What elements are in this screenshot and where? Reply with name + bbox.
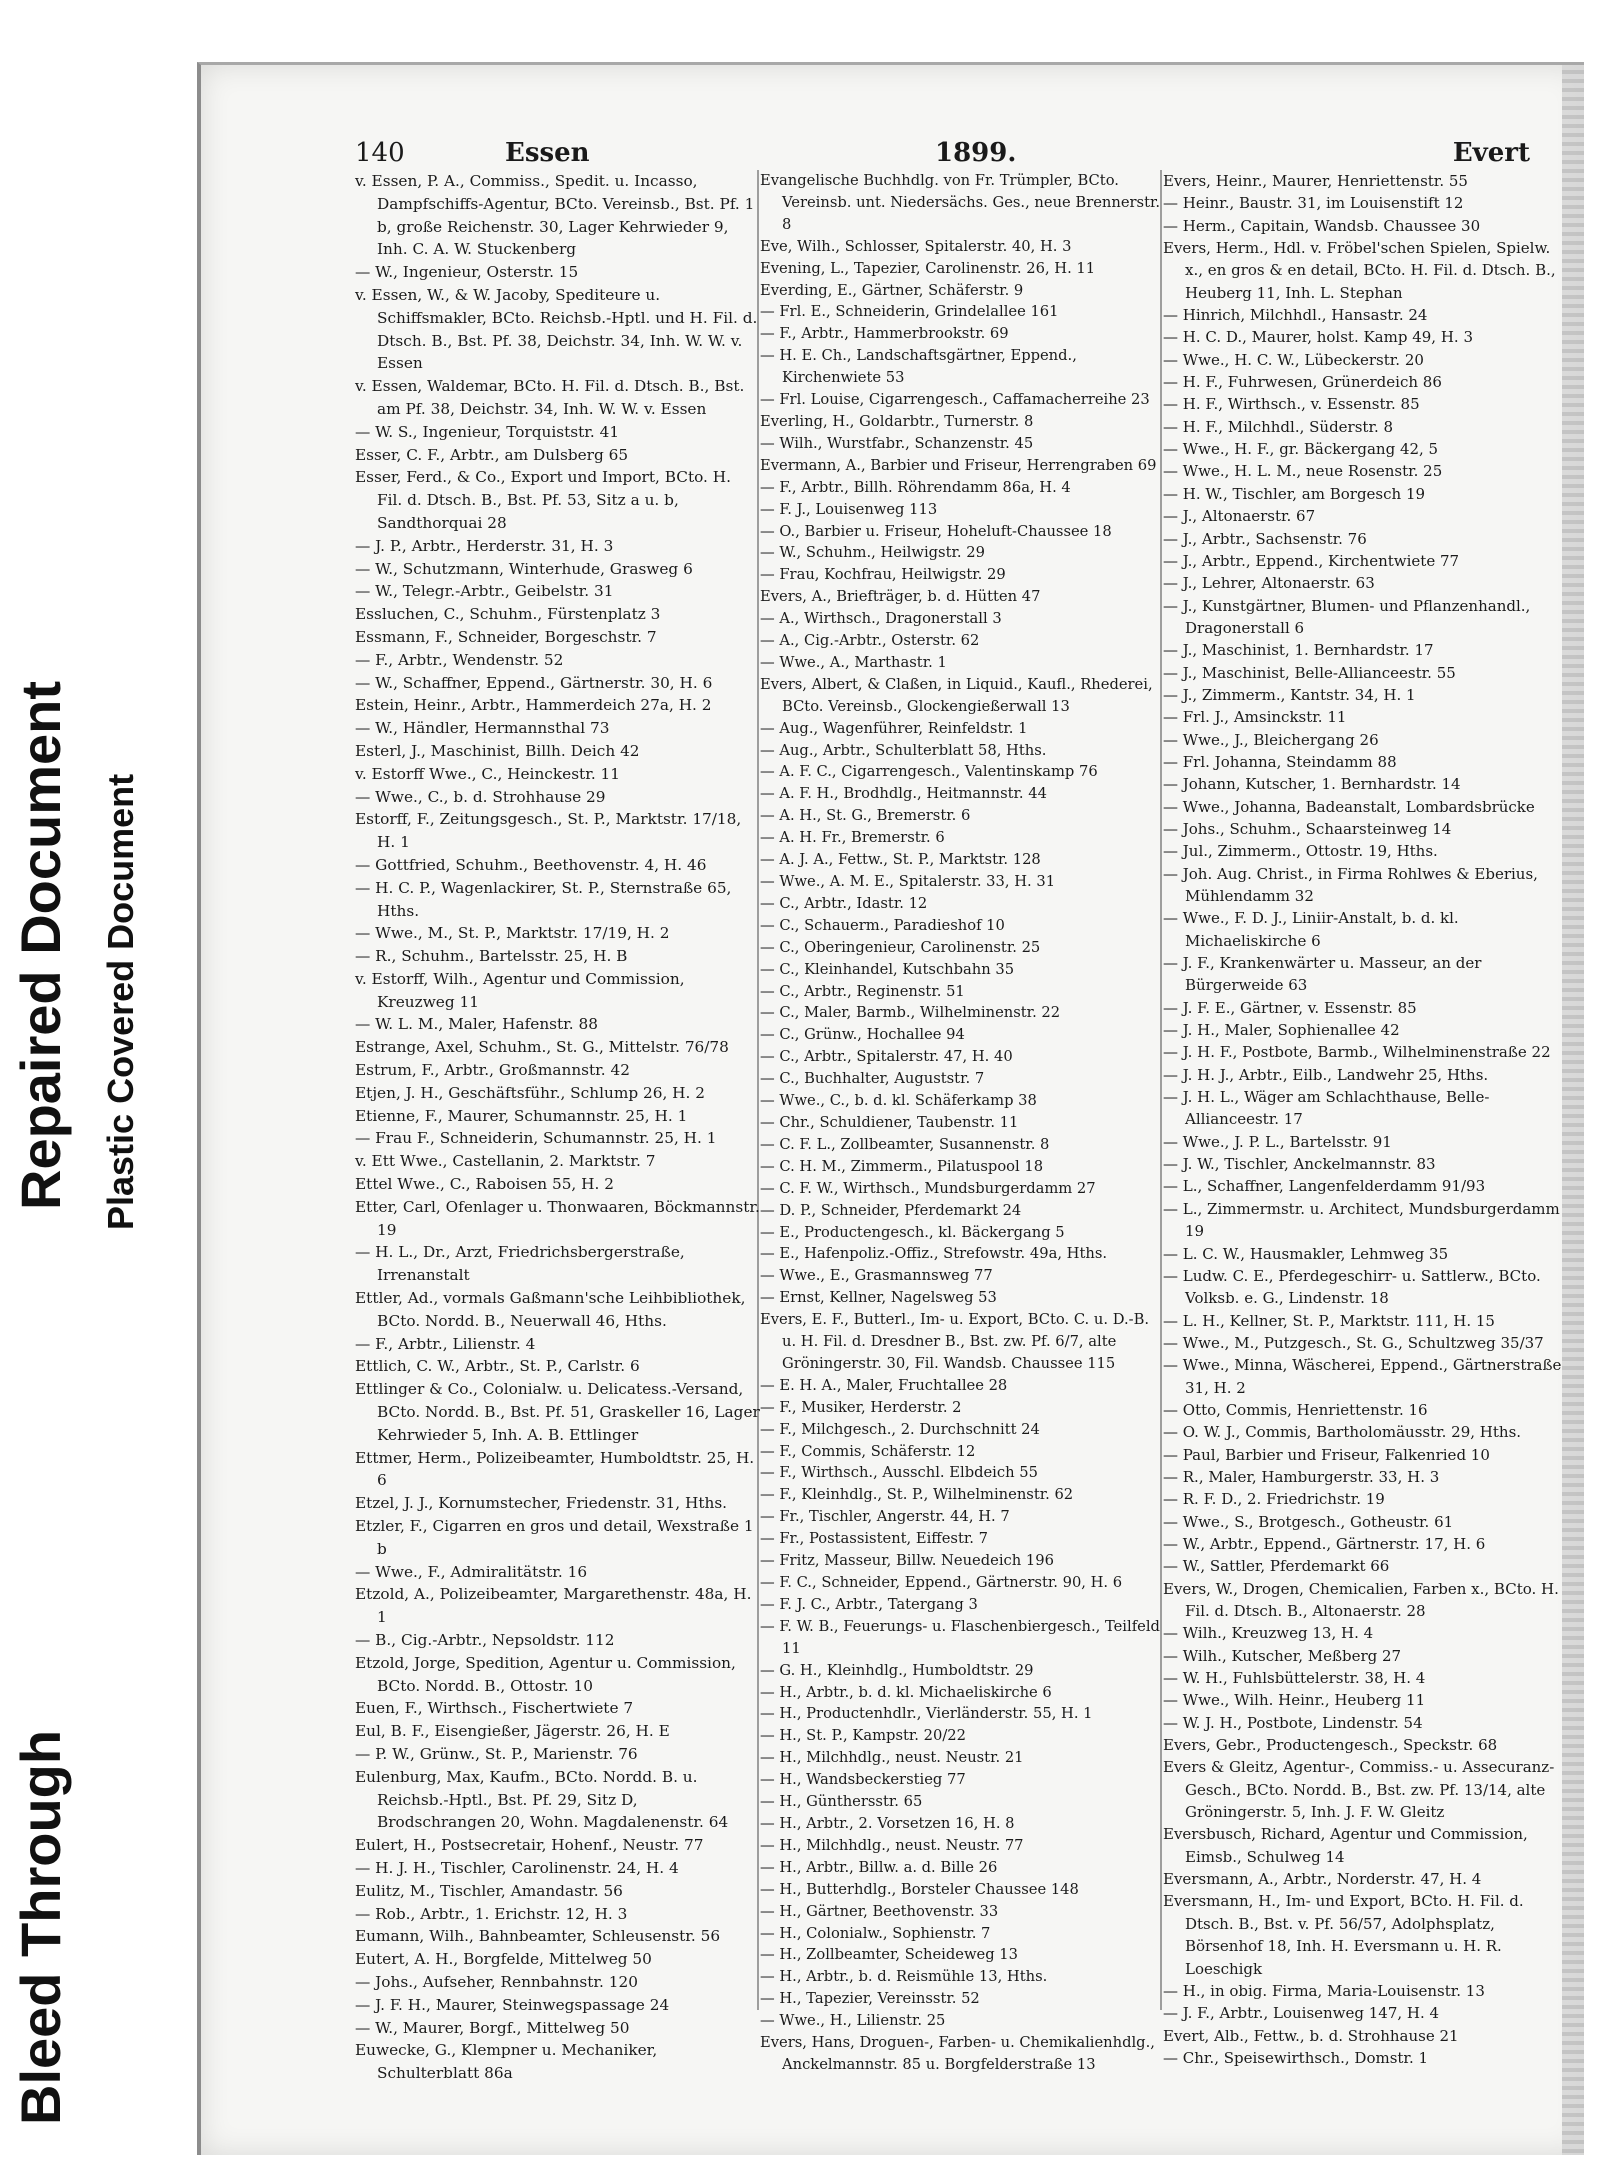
directory-entry: Estrange, Axel, Schuhm., St. G., Mittelstr. 76/78 — [355, 1038, 729, 1057]
directory-entry: — L., Zimmermstr. u. Architect, Mundsburgerdamm 19 — [1163, 1199, 1560, 1241]
directory-entry: Eutert, A. H., Borgfelde, Mittelweg 50 — [355, 1950, 652, 1969]
directory-entry: — J., Lehrer, Altonaerstr. 63 — [1163, 574, 1375, 593]
directory-entry: — H., in obig. Firma, Maria-Louisenstr. 13 — [1163, 1981, 1485, 2000]
directory-entry: — Wwe., A. M. E., Spitalerstr. 33, H. 31 — [760, 873, 1056, 890]
directory-entry: Etzel, J. J., Kornumstecher, Friedenstr. 31, Hths. — [355, 1494, 728, 1513]
plastic-covered-label: Plastic Covered Document — [100, 773, 141, 1230]
directory-entry: — C., Arbtr., Idastr. 12 — [760, 894, 928, 912]
directory-entry: — W., Maurer, Borgf., Mittelweg 50 — [355, 2018, 630, 2037]
directory-entry: — W., Arbtr., Eppend., Gärtnerstr. 17, H. 6 — [1163, 1534, 1486, 1553]
directory-entry: — W., Schaffner, Eppend., Gärtnerstr. 30, H. 6 — [355, 673, 713, 692]
directory-entry: — Gottfried, Schuhm., Beethovenstr. 4, H. 46 — [355, 855, 707, 874]
directory-entry: — Wwe., H., Lilienstr. 25 — [760, 2012, 946, 2030]
directory-entry: Evers, Gebr., Productengesch., Speckstr. 68 — [1163, 1736, 1498, 1755]
directory-entry: — F., Musiker, Herderstr. 2 — [760, 1398, 962, 1416]
directory-entry: Essmann, F., Schneider, Borgeschstr. 7 — [355, 627, 657, 646]
document-labels-strip — [0, 0, 190, 2177]
directory-entry: — F., Arbtr., Hammerbrookstr. 69 — [760, 325, 1009, 343]
directory-entry: — J. F., Krankenwärter u. Masseur, an der Bürgerweide 63 — [1163, 954, 1482, 995]
directory-entry: — H., Milchhdlg., neust. Neustr. 77 — [760, 1836, 1024, 1854]
directory-entry: v. Estorff Wwe., C., Heinckestr. 11 — [355, 764, 621, 783]
directory-entry: — C., Oberingenieur, Carolinenstr. 25 — [760, 938, 1041, 956]
directory-entry: — F., Milchgesch., 2. Durchschnitt 24 — [760, 1420, 1040, 1438]
directory-entry: Essluchen, C., Schuhm., Fürstenplatz 3 — [355, 605, 661, 624]
directory-entry: — A., Wirthsch., Dragonerstall 3 — [760, 610, 1002, 628]
directory-entry: — H. C. P., Wagenlackirer, St. P., Sternstraße 65, Hths. — [355, 878, 732, 920]
directory-entry: — W. L. M., Maler, Hafenstr. 88 — [355, 1015, 598, 1034]
directory-entry: — J., Maschinist, Belle-Allianceestr. 55 — [1163, 663, 1456, 682]
directory-entry: — Ernst, Kellner, Nagelsweg 53 — [760, 1289, 997, 1307]
directory-entry: — H. J. H., Tischler, Carolinenstr. 24, H. 4 — [355, 1858, 679, 1877]
directory-entry: v. Essen, Waldemar, BCto. H. Fil. d. Dtsch. B., Bst. am Pf. 38, Deichstr. 34, Inh. W. W. v. Essen — [355, 377, 745, 418]
directory-entry: — W. S., Ingenieur, Torquiststr. 41 — [355, 422, 620, 441]
directory-entry: — J., Maschinist, 1. Bernhardstr. 17 — [1163, 641, 1434, 660]
directory-entry: — Wwe., A., Marthastr. 1 — [760, 653, 947, 671]
directory-entry: Eul, B. F., Eisengießer, Jägerstr. 26, H. E — [355, 1722, 670, 1741]
directory-entry: Ettel Wwe., C., Raboisen 55, H. 2 — [355, 1175, 614, 1194]
directory-entry: Evers, Herm., Hdl. v. Fröbel'schen Spielen, Spielw. x., en gros & en detail, BCto. H. Fil. d. Dtsch. B., Heuberg 11, Inh. L. Stephan — [1163, 239, 1556, 302]
directory-entry: Eumann, Wilh., Bahnbeamter, Schleusenstr. 56 — [355, 1927, 721, 1946]
directory-entry: — C., Grünw., Hochallee 94 — [760, 1026, 965, 1044]
directory-entry: — Jul., Zimmerm., Ottostr. 19, Hths. — [1163, 842, 1438, 861]
directory-entry: Evers, E. F., Butterl., Im- u. Export, BCto. C. u. D.-B. u. H. Fil. d. Dresdner B., Bst. zw. Pf. 6/7, alte Gröningerstr. 30, Fil. Wandsb. Chaussee 115 — [760, 1311, 1150, 1372]
directory-entry: — Heinr., Baustr. 31, im Louisenstift 12 — [1163, 194, 1464, 213]
repaired-document-label: Repaired Document — [9, 681, 72, 1210]
header-year: 1899. — [935, 138, 1017, 168]
directory-entry: v. Essen, P. A., Commiss., Spedit. u. Incasso, Dampfschiffs-Agentur, BCto. Vereinsb., Bst. Pf. 1 b, große Reichenstr. 30, Lager Kehrwieder 9, Inh. C. A. W. Stuckenberg — [355, 172, 755, 259]
directory-entry: — J. F. E., Gärtner, v. Essenstr. 85 — [1163, 998, 1417, 1017]
directory-entry: — F., Commis, Schäferstr. 12 — [760, 1442, 976, 1460]
directory-entry: — E. H. A., Maler, Fruchtallee 28 — [760, 1376, 1008, 1394]
directory-entry: — Frau F., Schneiderin, Schumannstr. 25, H. 1 — [355, 1129, 717, 1148]
directory-entry: — W. J. H., Postbote, Lindenstr. 54 — [1163, 1713, 1423, 1732]
directory-entry: — C., Arbtr., Reginenstr. 51 — [760, 982, 965, 1000]
directory-entry: Eve, Wilh., Schlosser, Spitalerstr. 40, H. 3 — [760, 237, 1072, 255]
directory-entry: — P. W., Grünw., St. P., Marienstr. 76 — [355, 1744, 638, 1763]
directory-entry: — Wwe., H. F., gr. Bäckergang 42, 5 — [1163, 440, 1439, 459]
directory-column-2 — [760, 170, 1165, 2076]
directory-entry: — W., Schuhm., Heilwigstr. 29 — [760, 544, 985, 562]
directory-entry: Ettlinger & Co., Colonialw. u. Delicatess.-Versand, BCto. Nordd. B., Bst. Pf. 51, Graskeller 16, Lager Kehrwieder 5, Inh. A. B. Ettlinger — [355, 1380, 760, 1444]
directory-entry: — Wwe., M., St. P., Marktstr. 17/19, H. 2 — [355, 924, 670, 943]
directory-entry: — A. H., St. G., Bremerstr. 6 — [760, 807, 971, 825]
directory-entry: — J., Kunstgärtner, Blumen- und Pflanzenhandl., Dragonerstall 6 — [1163, 596, 1531, 637]
directory-entry: — W., Händler, Hermannsthal 73 — [355, 719, 610, 738]
directory-entry: — L., Schaffner, Langenfelderdamm 91/93 — [1163, 1177, 1486, 1196]
directory-entry: Everding, E., Gärtner, Schäferstr. 9 — [760, 281, 1024, 299]
directory-entry: — Herm., Capitain, Wandsb. Chaussee 30 — [1163, 216, 1481, 235]
directory-entry: — Wwe., M., Putzgesch., St. G., Schultzweg 35/37 — [1163, 1333, 1544, 1352]
directory-entry: Etter, Carl, Ofenlager u. Thonwaaren, Böckmannstr. 19 — [355, 1197, 760, 1239]
directory-entry: — C., Buchhalter, Auguststr. 7 — [760, 1070, 985, 1088]
directory-entry: Eulitz, M., Tischler, Amandastr. 56 — [355, 1881, 623, 1900]
directory-entry: — H., Arbtr., b. d. kl. Michaeliskirche 6 — [760, 1683, 1052, 1701]
directory-entry: Esser, Ferd., & Co., Export und Import, BCto. H. Fil. d. Dtsch. B., Bst. Pf. 53, Sitz a u. b, Sandthorquai 28 — [355, 468, 731, 532]
directory-entry: Evers, Heinr., Maurer, Henriettenstr. 55 — [1163, 172, 1468, 190]
directory-entry: — H., Tapezier, Vereinsstr. 52 — [760, 1990, 980, 2008]
directory-entry: — H. W., Tischler, am Borgesch 19 — [1163, 484, 1426, 503]
directory-entry: — H., Colonialw., Sophienstr. 7 — [760, 1924, 991, 1942]
directory-entry: — H., Günthersstr. 65 — [760, 1793, 923, 1811]
directory-entry: — Wwe., E., Grasmannsweg 77 — [760, 1267, 993, 1285]
directory-entry: — C., Maler, Barmb., Wilhelminenstr. 22 — [760, 1004, 1061, 1022]
directory-entry: Euwecke, G., Klempner u. Mechaniker, Schulterblatt 86a — [355, 2041, 658, 2083]
directory-entry: — Aug., Wagenführer, Reinfeldstr. 1 — [760, 719, 1028, 737]
directory-entry: Eulert, H., Postsecretair, Hohenf., Neustr. 77 — [355, 1836, 704, 1855]
directory-entry: — H. L., Dr., Arzt, Friedrichsbergerstraße, Irrenanstalt — [355, 1243, 685, 1285]
directory-entry: — H., Arbtr., b. d. Reismühle 13, Hths. — [760, 1968, 1048, 1986]
directory-entry: — H., Butterhdlg., Borsteler Chaussee 148 — [760, 1880, 1079, 1898]
directory-entry: — J. H. F., Postbote, Barmb., Wilhelminenstraße 22 — [1163, 1043, 1551, 1062]
directory-entry: — R. F. D., 2. Friedrichstr. 19 — [1163, 1490, 1385, 1509]
directory-entry: Estrum, F., Arbtr., Großmannstr. 42 — [355, 1061, 630, 1080]
directory-entry: — Johs., Schuhm., Schaarsteinweg 14 — [1163, 819, 1452, 838]
bleed-through-label: Bleed Through — [9, 1729, 72, 2125]
directory-entry: — A. F. C., Cigarrengesch., Valentinskamp 76 — [760, 763, 1098, 781]
directory-entry: — D. P., Schneider, Pferdemarkt 24 — [760, 1201, 1022, 1219]
directory-entry: — Frl. Louise, Cigarrengesch., Caffamacherreihe 23 — [760, 391, 1150, 409]
directory-entry: Etzold, A., Polizeibeamter, Margarethenstr. 48a, H. 1 — [355, 1585, 752, 1627]
directory-entry: — Wwe., Minna, Wäscherei, Eppend., Gärtnerstraße 31, H. 2 — [1163, 1356, 1562, 1397]
directory-entry: — C. H. M., Zimmerm., Pilatuspool 18 — [760, 1157, 1044, 1175]
directory-entry: — Hinrich, Milchhdl., Hansastr. 24 — [1163, 306, 1428, 325]
directory-entry: — Frl. J., Amsinckstr. 11 — [1163, 708, 1347, 727]
directory-entry: — Wwe., C., b. d. Strohhause 29 — [355, 787, 606, 806]
directory-entry: — R., Schuhm., Bartelsstr. 25, H. B — [355, 947, 628, 966]
directory-entry: — C., Schauerm., Paradieshof 10 — [760, 916, 1005, 934]
directory-entry: — Fr., Postassistent, Eiffestr. 7 — [760, 1530, 988, 1548]
directory-entry: — H. F., Wirthsch., v. Essenstr. 85 — [1163, 395, 1420, 414]
directory-entry: Esser, C. F., Arbtr., am Dulsberg 65 — [355, 445, 629, 464]
directory-entry: — J. F. H., Maurer, Steinwegspassage 24 — [355, 1995, 670, 2014]
directory-entry: — E., Productengesch., kl. Bäckergang 5 — [760, 1223, 1065, 1241]
directory-entry: — H., Milchhdlg., neust. Neustr. 21 — [760, 1749, 1024, 1767]
directory-entry: Evers & Gleitz, Agentur-, Commiss.- u. Assecuranz-Gesch., BCto. Nordd. B., Bst. zw. Pf. 13/14, alte Gröningerstr. 5, Inh. J. F. W. Gleitz — [1163, 1758, 1555, 1822]
directory-entry: Euen, F., Wirthsch., Fischertwiete 7 — [355, 1699, 634, 1718]
directory-entry: — A., Cig.-Arbtr., Osterstr. 62 — [760, 632, 980, 650]
directory-entry: — Johann, Kutscher, 1. Bernhardstr. 14 — [1163, 775, 1461, 794]
directory-entry: v. Estorff, Wilh., Agentur und Commission, Kreuzweg 11 — [355, 969, 685, 1011]
directory-entry: — F., Kleinhdlg., St. P., Wilhelminenstr. 62 — [760, 1486, 1074, 1504]
directory-entry: Etienne, F., Maurer, Schumannstr. 25, H. 1 — [355, 1106, 688, 1125]
directory-entry: — H., Productenhdlr., Vierländerstr. 55, H. 1 — [760, 1705, 1093, 1723]
directory-entry: — Wilh., Kutscher, Meßberg 27 — [1163, 1646, 1402, 1665]
directory-entry: — W., Schutzmann, Winterhude, Grasweg 6 — [355, 559, 693, 578]
directory-entry: — F., Arbtr., Wendenstr. 52 — [355, 650, 564, 669]
directory-entry: — Frau, Kochfrau, Heilwigstr. 29 — [760, 566, 1006, 584]
directory-entry: — G. H., Kleinhdlg., Humboldtstr. 29 — [760, 1661, 1034, 1679]
directory-entry: Evers, Hans, Droguen-, Farben- u. Chemikalienhdlg., Anckelmannstr. 85 u. Borgfelderstraße 13 — [760, 2034, 1155, 2073]
directory-entry: — H., Arbtr., Billw. a. d. Bille 26 — [760, 1858, 998, 1876]
directory-entry: — Rob., Arbtr., 1. Erichstr. 12, H. 3 — [355, 1904, 628, 1923]
directory-entry: Everling, H., Goldarbtr., Turnerstr. 8 — [760, 412, 1034, 430]
directory-entry: — F. C., Schneider, Eppend., Gärtnerstr. 90, H. 6 — [760, 1574, 1123, 1591]
directory-entry: — C. F. L., Zollbeamter, Susannenstr. 8 — [760, 1135, 1050, 1153]
directory-entry: Eversmann, H., Im- und Export, BCto. H. Fil. d. Dtsch. B., Bst. v. Pf. 56/57, Adolphsplatz, Börsenhof 18, Inh. H. Eversmann u. H. R. Loeschigk — [1163, 1892, 1524, 1978]
directory-entry: — Johs., Aufseher, Rennbahnstr. 120 — [355, 1972, 638, 1991]
directory-entry: — Aug., Arbtr., Schulterblatt 58, Hths. — [760, 741, 1047, 759]
directory-entry: — W. H., Fuhlsbüttelerstr. 38, H. 4 — [1163, 1669, 1426, 1688]
directory-entry: — F., Wirthsch., Ausschl. Elbdeich 55 — [760, 1464, 1038, 1482]
directory-entry: — F. J. C., Arbtr., Tatergang 3 — [760, 1595, 978, 1613]
directory-entry: — W., Telegr.-Arbtr., Geibelstr. 31 — [355, 582, 614, 601]
directory-entry: Etjen, J. H., Geschäftsführ., Schlump 26, H. 2 — [355, 1083, 705, 1102]
directory-entry: — C., Arbtr., Spitalerstr. 47, H. 40 — [760, 1048, 1013, 1066]
header-right: Evert — [1452, 138, 1530, 168]
directory-entry: — J. W., Tischler, Anckelmannstr. 83 — [1163, 1155, 1436, 1174]
directory-entry: Eversbusch, Richard, Agentur und Commission, Eimsb., Schulweg 14 — [1163, 1825, 1528, 1866]
directory-entry: — W., Ingenieur, Osterstr. 15 — [355, 263, 579, 282]
directory-entry: — Fritz, Masseur, Billw. Neuedeich 196 — [760, 1552, 1054, 1570]
directory-entry: — O. W. J., Commis, Bartholomäusstr. 29, Hths. — [1163, 1423, 1522, 1442]
directory-entry: Evert, Alb., Fettw., b. d. Strohhause 21 — [1163, 2026, 1459, 2045]
directory-entry: — H., Wandsbeckerstieg 77 — [760, 1771, 966, 1789]
header-left: Essen — [505, 138, 590, 168]
directory-entry: — H., Gärtner, Beethovenstr. 33 — [760, 1902, 999, 1920]
directory-entry: Evers, W., Drogen, Chemicalien, Farben x., BCto. H. Fil. d. Dtsch. B., Altonaerstr. 28 — [1163, 1579, 1559, 1620]
directory-entry: Estein, Heinr., Arbtr., Hammerdeich 27a, H. 2 — [355, 696, 712, 715]
directory-entry: Evangelische Buchhdlg. von Fr. Trümpler, BCto. Vereinsb. unt. Niedersächs. Ges., neue Brennerstr. 8 — [760, 172, 1161, 233]
directory-entry: — H. C. D., Maurer, holst. Kamp 49, H. 3 — [1163, 328, 1474, 347]
directory-entry: — H., St. P., Kampstr. 20/22 — [760, 1727, 966, 1745]
directory-entry: — C., Kleinhandel, Kutschbahn 35 — [760, 960, 1015, 978]
directory-entry: — J. H. L., Wäger am Schlachthause, Belle-Allianceestr. 17 — [1163, 1088, 1490, 1129]
directory-entry: v. Essen, W., & W. Jacoby, Spediteure u. Schiffsmakler, BCto. Reichsb.-Hptl. und H. Fil. d. Dtsch. B., Bst. Pf. 38, Deichstr. 34, Inh. W. W. v. Essen — [355, 285, 758, 373]
directory-entry: Ettmer, Herm., Polizeibeamter, Humboldtstr. 25, H. 6 — [355, 1448, 755, 1490]
directory-entry: — E., Hafenpoliz.-Offiz., Strefowstr. 49a, Hths. — [760, 1245, 1108, 1263]
directory-entry: Esterl, J., Maschinist, Billh. Deich 42 — [355, 741, 640, 760]
directory-entry: — Otto, Commis, Henriettenstr. 16 — [1163, 1400, 1428, 1419]
directory-entry: — A. J. A., Fettw., St. P., Marktstr. 128 — [760, 851, 1041, 869]
directory-entry: — J., Arbtr., Eppend., Kirchentwiete 77 — [1163, 551, 1460, 570]
directory-entry: — Wwe., Johanna, Badeanstalt, Lombardsbrücke — [1163, 797, 1535, 816]
directory-entry: — Wwe., C., b. d. kl. Schäferkamp 38 — [760, 1092, 1037, 1110]
directory-entry: — C. F. W., Wirthsch., Mundsburgerdamm 27 — [760, 1179, 1096, 1197]
directory-entry: — F. W. B., Feuerungs- u. Flaschenbiergesch., Teilfeld 11 — [760, 1617, 1160, 1657]
directory-entry: — H. F., Fuhrwesen, Grünerdeich 86 — [1163, 373, 1442, 392]
directory-entry: — Wilh., Wurstfabr., Schanzenstr. 45 — [760, 434, 1034, 452]
directory-entry: — H., Arbtr., 2. Vorsetzen 16, H. 8 — [760, 1814, 1015, 1832]
directory-entry: — J., Altonaerstr. 67 — [1163, 507, 1316, 526]
directory-entry: — Wwe., J. P. L., Bartelsstr. 91 — [1163, 1132, 1392, 1151]
directory-entry: Evening, L., Tapezier, Carolinenstr. 26, H. 11 — [760, 259, 1096, 277]
directory-entry: — H. E. Ch., Landschaftsgärtner, Eppend., Kirchenwiete 53 — [760, 347, 1077, 387]
directory-entry: — J., Arbtr., Sachsenstr. 76 — [1163, 529, 1367, 548]
directory-entry: Ettlich, C. W., Arbtr., St. P., Carlstr. 6 — [355, 1357, 640, 1376]
directory-entry: — J. P., Arbtr., Herderstr. 31, H. 3 — [355, 536, 614, 555]
directory-column-1 — [355, 170, 760, 2085]
directory-entry: — H. F., Milchhdl., Süderstr. 8 — [1163, 417, 1394, 436]
directory-entry: — Wwe., F. D. J., Liniir-Anstalt, b. d. kl. Michaeliskirche 6 — [1163, 909, 1459, 950]
directory-entry: Etzold, Jorge, Spedition, Agentur u. Commission, BCto. Nordd. B., Ottostr. 10 — [355, 1653, 736, 1695]
directory-entry: Evers, Albert, & Claßen, in Liquid., Kaufl., Rhederei, BCto. Vereinsb., Glockengießerwall 13 — [760, 675, 1153, 715]
directory-entry: — H., Zollbeamter, Scheideweg 13 — [760, 1946, 1018, 1964]
directory-entry: — Wwe., H. C. W., Lübeckerstr. 20 — [1163, 350, 1424, 369]
directory-entry: — J. H. J., Arbtr., Eilb., Landwehr 25, Hths. — [1163, 1065, 1489, 1084]
directory-entry: — J. F., Arbtr., Louisenweg 147, H. 4 — [1163, 2004, 1440, 2023]
directory-entry: — Wilh., Kreuzweg 13, H. 4 — [1163, 1624, 1374, 1643]
directory-entry: — Chr., Speisewirthsch., Domstr. 1 — [1163, 2048, 1429, 2067]
directory-entry: — Paul, Barbier und Friseur, Falkenried 10 — [1163, 1445, 1490, 1464]
directory-entry: — Fr., Tischler, Angerstr. 44, H. 7 — [760, 1508, 1010, 1526]
directory-entry: — Wwe., H. L. M., neue Rosenstr. 25 — [1163, 462, 1443, 481]
directory-entry: — F. J., Louisenweg 113 — [760, 500, 938, 518]
directory-entry: — Frl. E., Schneiderin, Grindelallee 161 — [760, 303, 1059, 321]
directory-entry: — A. F. H., Brodhdlg., Heitmannstr. 44 — [760, 785, 1047, 803]
directory-entry: Evers, A., Briefträger, b. d. Hütten 47 — [760, 588, 1041, 606]
directory-entry: — A. H. Fr., Bremerstr. 6 — [760, 829, 945, 847]
directory-entry: Estorff, F., Zeitungsgesch., St. P., Marktstr. 17/18, H. 1 — [355, 810, 742, 852]
directory-entry: — L. C. W., Hausmakler, Lehmweg 35 — [1163, 1244, 1449, 1263]
directory-entry: — Wwe., J., Bleichergang 26 — [1163, 730, 1379, 749]
directory-entry: — Wwe., Wilh. Heinr., Heuberg 11 — [1163, 1691, 1426, 1710]
directory-entry: Ettler, Ad., vormals Gaßmann'sche Leihbibliothek, BCto. Nordd. B., Neuerwall 46, Hths. — [355, 1289, 746, 1330]
directory-entry: — Frl. Johanna, Steindamm 88 — [1163, 752, 1397, 771]
directory-entry: — W., Sattler, Pferdemarkt 66 — [1163, 1557, 1390, 1576]
directory-entry: — Ludw. C. E., Pferdegeschirr- u. Sattlerw., BCto. Volksb. e. G., Lindenstr. 18 — [1163, 1266, 1541, 1308]
directory-entry: — Joh. Aug. Christ., in Firma Rohlwes & Eberius, Mühlendamm 32 — [1163, 864, 1538, 905]
directory-entry: Eversmann, A., Arbtr., Norderstr. 47, H. 4 — [1163, 1870, 1482, 1889]
page-number: 140 — [355, 138, 405, 168]
directory-column-3 — [1163, 170, 1568, 2069]
directory-entry: — Wwe., F., Admiralitätstr. 16 — [355, 1562, 588, 1581]
directory-entry: Etzler, F., Cigarren en gros und detail, Wexstraße 1 b — [355, 1517, 754, 1558]
directory-entry: v. Ett Wwe., Castellanin, 2. Marktstr. 7 — [355, 1152, 656, 1171]
directory-entry: — J., Zimmerm., Kantstr. 34, H. 1 — [1163, 685, 1416, 704]
directory-entry: — B., Cig.-Arbtr., Nepsoldstr. 112 — [355, 1631, 615, 1649]
directory-entry: — Wwe., S., Brotgesch., Gotheustr. 61 — [1163, 1512, 1454, 1531]
directory-entry: Eulenburg, Max, Kaufm., BCto. Nordd. B. u. Reichsb.-Hptl., Bst. Pf. 29, Sitz D, Brodschrangen 20, Wohn. Magdalenenstr. 64 — [355, 1767, 729, 1832]
directory-entry: — F., Arbtr., Billh. Röhrendamm 86a, H. 4 — [760, 478, 1071, 496]
directory-entry: — Chr., Schuldiener, Taubenstr. 11 — [760, 1113, 1019, 1131]
directory-entry: — J. H., Maler, Sophienallee 42 — [1163, 1021, 1400, 1040]
directory-entry: — R., Maler, Hamburgerstr. 33, H. 3 — [1163, 1467, 1440, 1486]
directory-entry: — L. H., Kellner, St. P., Marktstr. 111, H. 15 — [1163, 1311, 1495, 1330]
directory-entry: Evermann, A., Barbier und Friseur, Herrengraben 69 — [760, 456, 1157, 474]
directory-entry: — O., Barbier u. Friseur, Hoheluft-Chaussee 18 — [760, 522, 1112, 540]
directory-entry: — F., Arbtr., Lilienstr. 4 — [355, 1334, 536, 1353]
